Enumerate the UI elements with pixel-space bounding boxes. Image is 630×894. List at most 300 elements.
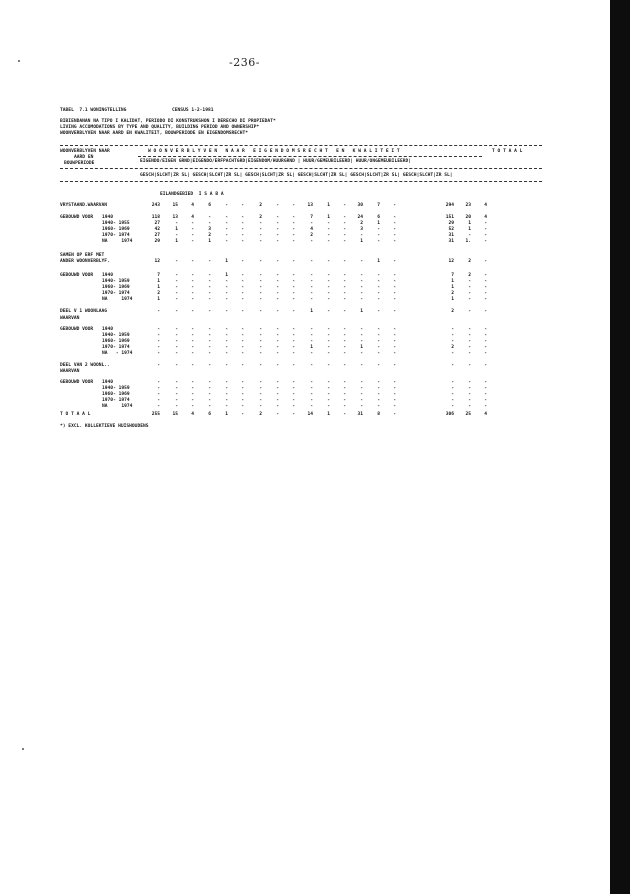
table-cell: - xyxy=(259,259,262,264)
group-column-title: W O O N V E R B L Y V E N N A A R E I G E N D O M S R E C H T E N K W A L I T E I T xyxy=(148,149,400,154)
table-cell: - xyxy=(393,239,396,244)
table-cell: - xyxy=(343,333,346,338)
table-cell: - xyxy=(175,285,178,290)
table-cell: - xyxy=(225,233,228,238)
table-cell: 1 xyxy=(468,227,471,232)
table-cell: 2 xyxy=(451,309,454,314)
table-cell: - xyxy=(241,227,244,232)
row-period: NA 1974 xyxy=(102,239,133,244)
table-cell: - xyxy=(241,273,244,278)
table-cell: - xyxy=(343,404,346,409)
table-cell: 31 xyxy=(448,239,454,244)
table-cell: - xyxy=(468,333,471,338)
table-cell: - xyxy=(360,386,363,391)
table-cell: - xyxy=(208,386,211,391)
table-cell: - xyxy=(175,363,178,368)
table-cell: - xyxy=(292,215,295,220)
table-cell: - xyxy=(241,327,244,332)
stub-header-line-2: AARD EN xyxy=(74,155,94,160)
row-period: 1940 xyxy=(102,327,114,332)
table-cell: - xyxy=(276,327,279,332)
table-cell: 7 xyxy=(310,215,313,220)
row-label: WAARVAN xyxy=(60,369,80,374)
table-cell: - xyxy=(377,351,380,356)
table-cell: - xyxy=(310,221,313,226)
table-cell: - xyxy=(327,297,330,302)
table-cell: - xyxy=(241,233,244,238)
table-cell: 23 xyxy=(465,203,471,208)
table-cell: 2 xyxy=(259,215,262,220)
table-cell: - xyxy=(259,398,262,403)
table-cell: - xyxy=(310,398,313,403)
table-cell: - xyxy=(157,380,160,385)
table-cell: - xyxy=(484,285,487,290)
table-cell: - xyxy=(276,398,279,403)
table-cell: - xyxy=(360,259,363,264)
table-cell: - xyxy=(292,412,295,417)
table-cell: - xyxy=(327,259,330,264)
table-cell: - xyxy=(276,404,279,409)
table-cell: - xyxy=(377,398,380,403)
table-cell: - xyxy=(343,221,346,226)
table-cell: - xyxy=(208,291,211,296)
table-cell: - xyxy=(259,239,262,244)
table-cell: 1 xyxy=(175,227,178,232)
description-line-english: LIVING ACCOMODATIONS BY TYPE AND QUALITY, BUILDING PERIOD AND OWNERSHIP* xyxy=(60,125,260,130)
table-cell: - xyxy=(276,339,279,344)
table-cell: - xyxy=(225,351,228,356)
table-cell: - xyxy=(360,398,363,403)
table-cell: - xyxy=(191,227,194,232)
table-cell: - xyxy=(292,285,295,290)
table-cell: - xyxy=(276,291,279,296)
table-row xyxy=(60,370,550,376)
table-cell: - xyxy=(451,339,454,344)
table-cell: - xyxy=(292,279,295,284)
table-cell: - xyxy=(468,351,471,356)
table-cell: - xyxy=(208,309,211,314)
table-cell: - xyxy=(208,221,211,226)
table-cell: - xyxy=(292,297,295,302)
table-cell: 1 xyxy=(360,309,363,314)
row-period: 1960- 1969 xyxy=(102,285,130,290)
table-cell: - xyxy=(175,327,178,332)
table-cell: - xyxy=(360,333,363,338)
stub-header-line-1: WOONVERBLYVEN NAAR xyxy=(60,149,110,154)
table-cell: - xyxy=(175,273,178,278)
table-cell: - xyxy=(393,386,396,391)
table-cell: - xyxy=(276,412,279,417)
row-period: 1940- 1959 xyxy=(102,279,130,284)
table-cell: - xyxy=(157,309,160,314)
table-cell: - xyxy=(484,333,487,338)
table-cell: - xyxy=(191,279,194,284)
table-cell: - xyxy=(484,279,487,284)
table-cell: - xyxy=(310,363,313,368)
table-cell: - xyxy=(310,339,313,344)
table-cell: - xyxy=(175,339,178,344)
table-cell: - xyxy=(157,386,160,391)
census-date: CENSUS 1-2-1981 xyxy=(172,108,214,113)
table-cell: - xyxy=(343,345,346,350)
table-cell: - xyxy=(377,404,380,409)
table-cell: - xyxy=(343,412,346,417)
table-cell: - xyxy=(241,259,244,264)
table-cell: - xyxy=(292,239,295,244)
header-mid-rule xyxy=(60,168,542,169)
table-cell: 1 xyxy=(360,345,363,350)
table-cell: - xyxy=(343,285,346,290)
table-cell: 2 xyxy=(451,291,454,296)
table-cell: - xyxy=(259,380,262,385)
table-cell: - xyxy=(327,309,330,314)
table-cell: - xyxy=(191,309,194,314)
table-cell: 4 xyxy=(310,227,313,232)
table-cell: 30 xyxy=(357,203,363,208)
table-cell: - xyxy=(225,285,228,290)
table-cell: 1 xyxy=(157,279,160,284)
table-cell: - xyxy=(157,404,160,409)
table-cell: - xyxy=(360,363,363,368)
table-cell: - xyxy=(393,339,396,344)
row-label: DEEL V 1 WOONLAAG xyxy=(60,309,108,314)
header-bottom-rule xyxy=(60,181,542,182)
table-cell: - xyxy=(484,404,487,409)
table-cell: - xyxy=(484,339,487,344)
table-cell: - xyxy=(276,297,279,302)
table-cell: - xyxy=(259,309,262,314)
table-cell: - xyxy=(241,285,244,290)
table-cell: - xyxy=(157,345,160,350)
table-cell: - xyxy=(157,392,160,397)
row-label: GEBOUWD VOOR xyxy=(60,327,94,332)
table-cell: - xyxy=(360,404,363,409)
table-cell: - xyxy=(377,279,380,284)
table-cell: - xyxy=(343,215,346,220)
table-cell: - xyxy=(259,345,262,350)
row-period: 1970- 1974 xyxy=(102,233,130,238)
table-cell: 1 xyxy=(175,239,178,244)
table-cell: - xyxy=(393,259,396,264)
table-cell: - xyxy=(360,327,363,332)
table-cell: - xyxy=(393,398,396,403)
table-cell: - xyxy=(468,363,471,368)
table-cell: 2 xyxy=(451,345,454,350)
table-cell: - xyxy=(191,239,194,244)
table-cell: - xyxy=(377,309,380,314)
table-cell: 15 xyxy=(172,412,178,417)
table-cell: - xyxy=(175,309,178,314)
table-cell: - xyxy=(310,273,313,278)
table-cell: - xyxy=(377,339,380,344)
table-cell: 20 xyxy=(465,215,471,220)
table-cell: - xyxy=(292,333,295,338)
table-cell: - xyxy=(310,392,313,397)
table-cell: 13 xyxy=(172,215,178,220)
table-cell: - xyxy=(377,285,380,290)
table-cell: - xyxy=(292,339,295,344)
table-cell: - xyxy=(208,285,211,290)
table-cell: - xyxy=(292,221,295,226)
table-cell: - xyxy=(292,327,295,332)
table-cell: - xyxy=(343,291,346,296)
table-cell: 8 xyxy=(377,412,380,417)
table-cell: - xyxy=(484,259,487,264)
table-cell: - xyxy=(393,363,396,368)
table-cell: - xyxy=(393,351,396,356)
table-cell: - xyxy=(208,345,211,350)
table-cell: 1 xyxy=(451,297,454,302)
row-period: 1960- 1969 xyxy=(102,392,130,397)
table-cell: - xyxy=(191,327,194,332)
row-period: 1970- 1974 xyxy=(102,398,130,403)
table-cell: - xyxy=(276,363,279,368)
table-cell: 4 xyxy=(484,215,487,220)
table-cell: - xyxy=(310,404,313,409)
page-number: -236- xyxy=(229,56,260,69)
table-cell: 2 xyxy=(259,412,262,417)
table-cell: - xyxy=(208,333,211,338)
table-cell: - xyxy=(157,398,160,403)
table-cell: - xyxy=(241,398,244,403)
table-cell: - xyxy=(484,392,487,397)
table-cell: - xyxy=(208,363,211,368)
table-cell: - xyxy=(393,309,396,314)
table-cell: - xyxy=(208,215,211,220)
table-cell: - xyxy=(225,333,228,338)
table-cell: - xyxy=(157,333,160,338)
table-cell: - xyxy=(310,259,313,264)
table-cell: - xyxy=(393,404,396,409)
table-cell: 1 xyxy=(468,221,471,226)
table-cell: 2 xyxy=(208,233,211,238)
table-number: TABEL 7.1 WONINGTELLING xyxy=(60,108,127,113)
table-cell: - xyxy=(360,279,363,284)
table-cell: - xyxy=(276,285,279,290)
table-cell: 1 xyxy=(225,259,228,264)
table-cell: 1 xyxy=(327,412,330,417)
table-cell: - xyxy=(468,291,471,296)
table-cell: - xyxy=(225,309,228,314)
table-cell: - xyxy=(259,351,262,356)
table-cell: - xyxy=(343,351,346,356)
table-row xyxy=(60,405,550,411)
table-cell: - xyxy=(360,233,363,238)
table-cell: - xyxy=(292,351,295,356)
table-cell: - xyxy=(175,386,178,391)
table-cell: - xyxy=(241,404,244,409)
total-column-title: T O T A A L xyxy=(492,149,523,154)
stub-header-line-3: BOUWPERIODE xyxy=(64,161,95,166)
table-cell: - xyxy=(208,273,211,278)
table-cell: 42 xyxy=(154,227,160,232)
table-cell: - xyxy=(225,392,228,397)
table-cell: - xyxy=(468,297,471,302)
table-cell: - xyxy=(191,386,194,391)
table-cell: 2 xyxy=(157,291,160,296)
table-cell: - xyxy=(292,392,295,397)
table-cell: - xyxy=(343,203,346,208)
table-cell: 25 xyxy=(465,412,471,417)
table-cell: 31 xyxy=(357,412,363,417)
table-cell: - xyxy=(343,273,346,278)
table-cell: - xyxy=(484,386,487,391)
table-cell: - xyxy=(393,221,396,226)
table-cell: - xyxy=(292,309,295,314)
table-cell: - xyxy=(343,398,346,403)
table-cell: - xyxy=(241,221,244,226)
table-cell: - xyxy=(343,297,346,302)
table-cell: - xyxy=(276,239,279,244)
table-cell: - xyxy=(225,239,228,244)
table-cell: - xyxy=(292,380,295,385)
table-cell: 52 xyxy=(448,227,454,232)
row-label: DEEL VAN 2 WOONL.. xyxy=(60,363,110,368)
table-cell: - xyxy=(377,363,380,368)
table-cell: - xyxy=(191,333,194,338)
table-cell: - xyxy=(377,380,380,385)
row-period: NA 1974 xyxy=(102,297,133,302)
table-cell: - xyxy=(259,297,262,302)
scan-binding-edge xyxy=(610,0,630,894)
table-row xyxy=(60,204,550,210)
table-cell: - xyxy=(175,279,178,284)
table-cell: - xyxy=(451,392,454,397)
table-cell: - xyxy=(484,297,487,302)
table-cell: - xyxy=(259,227,262,232)
row-period: 1960- 1969 xyxy=(102,227,130,232)
table-cell: - xyxy=(310,333,313,338)
row-label: GEBOUWD VOOR xyxy=(60,380,94,385)
table-cell: - xyxy=(451,398,454,403)
table-cell: - xyxy=(343,327,346,332)
table-cell: - xyxy=(451,351,454,356)
table-cell: - xyxy=(393,285,396,290)
table-cell: 1 xyxy=(157,285,160,290)
table-cell: 1 xyxy=(377,259,380,264)
table-cell: - xyxy=(343,339,346,344)
table-cell: - xyxy=(191,398,194,403)
table-cell: - xyxy=(393,215,396,220)
table-cell: - xyxy=(259,233,262,238)
table-cell: - xyxy=(310,351,313,356)
footnote: *) EXCL. KOLLEKTIEVE HUISHOUDENS xyxy=(60,424,149,429)
table-cell: 243 xyxy=(151,203,160,208)
table-cell: - xyxy=(327,339,330,344)
table-row xyxy=(60,310,550,316)
table-cell: - xyxy=(241,345,244,350)
table-cell: - xyxy=(175,297,178,302)
table-cell: - xyxy=(225,404,228,409)
table-cell: - xyxy=(393,233,396,238)
table-cell: - xyxy=(377,227,380,232)
table-cell: - xyxy=(175,380,178,385)
row-label: GEBOUWD VOOR xyxy=(60,273,94,278)
table-cell: - xyxy=(225,203,228,208)
table-cell: - xyxy=(451,333,454,338)
table-cell: - xyxy=(241,380,244,385)
table-cell: - xyxy=(327,386,330,391)
table-cell: 31 xyxy=(448,233,454,238)
table-cell: - xyxy=(241,297,244,302)
row-period: 1940- 1959 xyxy=(102,386,130,391)
table-cell: - xyxy=(377,233,380,238)
table-cell: - xyxy=(468,345,471,350)
table-cell: 7 xyxy=(377,203,380,208)
table-row xyxy=(60,317,550,323)
table-cell: - xyxy=(191,339,194,344)
table-cell: - xyxy=(276,345,279,350)
table-cell: - xyxy=(208,259,211,264)
table-cell: - xyxy=(225,363,228,368)
table-cell: - xyxy=(241,351,244,356)
table-cell: - xyxy=(276,215,279,220)
table-cell: - xyxy=(393,412,396,417)
table-cell: - xyxy=(377,327,380,332)
table-cell: - xyxy=(292,203,295,208)
table-cell: 2 xyxy=(360,221,363,226)
table-cell: - xyxy=(327,333,330,338)
row-period: NA - 1974 xyxy=(102,351,133,356)
table-cell: - xyxy=(276,233,279,238)
table-cell: 1 xyxy=(451,279,454,284)
table-cell: - xyxy=(292,233,295,238)
table-cell: - xyxy=(191,363,194,368)
table-cell: - xyxy=(468,398,471,403)
table-cell: 4 xyxy=(484,203,487,208)
table-cell: - xyxy=(259,363,262,368)
table-row xyxy=(60,240,550,246)
header-top-rule xyxy=(60,145,542,146)
table-cell: - xyxy=(259,333,262,338)
description-line-papiamentu: BIBIENDANAN NA TIPO I KALIDAT, PERIODO DI KONSTRUKSHON I DERECHO DI PROPIEDAT* xyxy=(60,119,276,124)
table-cell: - xyxy=(225,297,228,302)
table-cell: - xyxy=(360,339,363,344)
table-cell: - xyxy=(343,392,346,397)
row-label: SAMEN OP ERF MET xyxy=(60,253,105,258)
table-cell: - xyxy=(360,297,363,302)
table-cell: - xyxy=(377,392,380,397)
table-cell: - xyxy=(343,227,346,232)
table-cell: - xyxy=(175,221,178,226)
table-cell: - xyxy=(468,327,471,332)
table-cell: - xyxy=(327,291,330,296)
table-cell: - xyxy=(327,239,330,244)
table-cell: - xyxy=(393,203,396,208)
row-period: 1940 xyxy=(102,215,114,220)
table-cell: - xyxy=(157,327,160,332)
table-cell: - xyxy=(310,327,313,332)
table-cell: - xyxy=(327,398,330,403)
table-cell: - xyxy=(276,227,279,232)
table-cell: - xyxy=(259,339,262,344)
table-cell: - xyxy=(241,203,244,208)
table-cell: 1 xyxy=(310,345,313,350)
table-cell: - xyxy=(327,233,330,238)
table-cell: 7 xyxy=(451,273,454,278)
table-cell: - xyxy=(225,339,228,344)
table-cell: - xyxy=(191,297,194,302)
table-cell: - xyxy=(292,227,295,232)
table-cell: 4 xyxy=(191,203,194,208)
table-cell: - xyxy=(157,351,160,356)
table-cell: - xyxy=(393,273,396,278)
table-cell: - xyxy=(484,398,487,403)
table-cell: - xyxy=(208,404,211,409)
table-cell: - xyxy=(292,273,295,278)
table-cell: - xyxy=(393,279,396,284)
table-cell: - xyxy=(327,380,330,385)
